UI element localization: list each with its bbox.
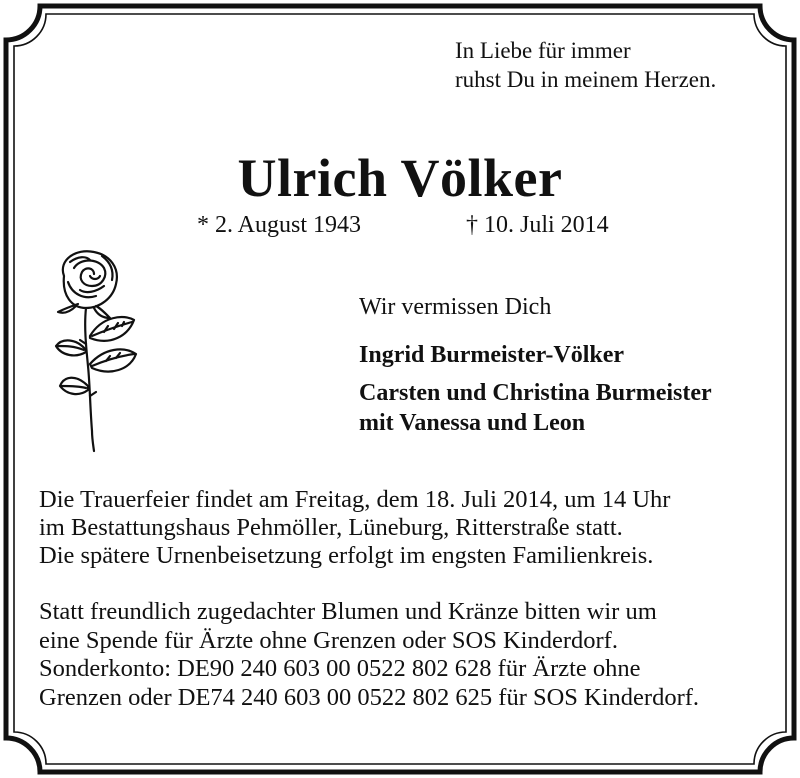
deceased-name: Ulrich Völker xyxy=(237,148,563,208)
funeral-line: Die spätere Urnenbeisetzung erfolgt im engsten Familienkreis. xyxy=(39,542,654,569)
mourner-name: mit Vanessa und Leon xyxy=(359,410,586,436)
verse-line-2: ruhst Du in meinem Herzen. xyxy=(455,67,717,92)
mourner-names xyxy=(359,340,712,438)
birth-date: * 2. August 1943 xyxy=(197,212,362,238)
funeral-line: Die Trauerfeier findet am Freitag, dem 18. Juli 2014, um 14 Uhr xyxy=(39,486,671,513)
donation-line: Grenzen oder DE74 240 603 00 0522 802 625 für SOS Kinderdorf. xyxy=(39,683,700,711)
death-date: † 10. Juli 2014 xyxy=(466,212,609,238)
verse-line-1: In Liebe für immer xyxy=(455,38,631,63)
mourner-name: Ingrid Burmeister-Völker xyxy=(359,342,625,368)
donation-line: eine Spende für Ärzte ohne Grenzen oder SOS Kinderdorf. xyxy=(39,626,618,654)
funeral-line: im Bestattungshaus Pehmöller, Lüneburg, Ritterstraße statt. xyxy=(39,514,623,541)
donation-line: Sonderkonto: DE90 240 603 00 0522 802 628 für Ärzte ohne xyxy=(39,655,641,682)
donation-details xyxy=(39,598,699,712)
mourning-line: Wir vermissen Dich xyxy=(359,294,552,320)
mourner-name: Carsten und Christina Burmeister xyxy=(359,380,712,406)
donation-line: Statt freundlich zugedachter Blumen und Kränze bitten wir um xyxy=(39,598,657,625)
funeral-details xyxy=(39,486,670,570)
rose-icon xyxy=(50,246,150,456)
memorial-verse xyxy=(455,36,716,94)
